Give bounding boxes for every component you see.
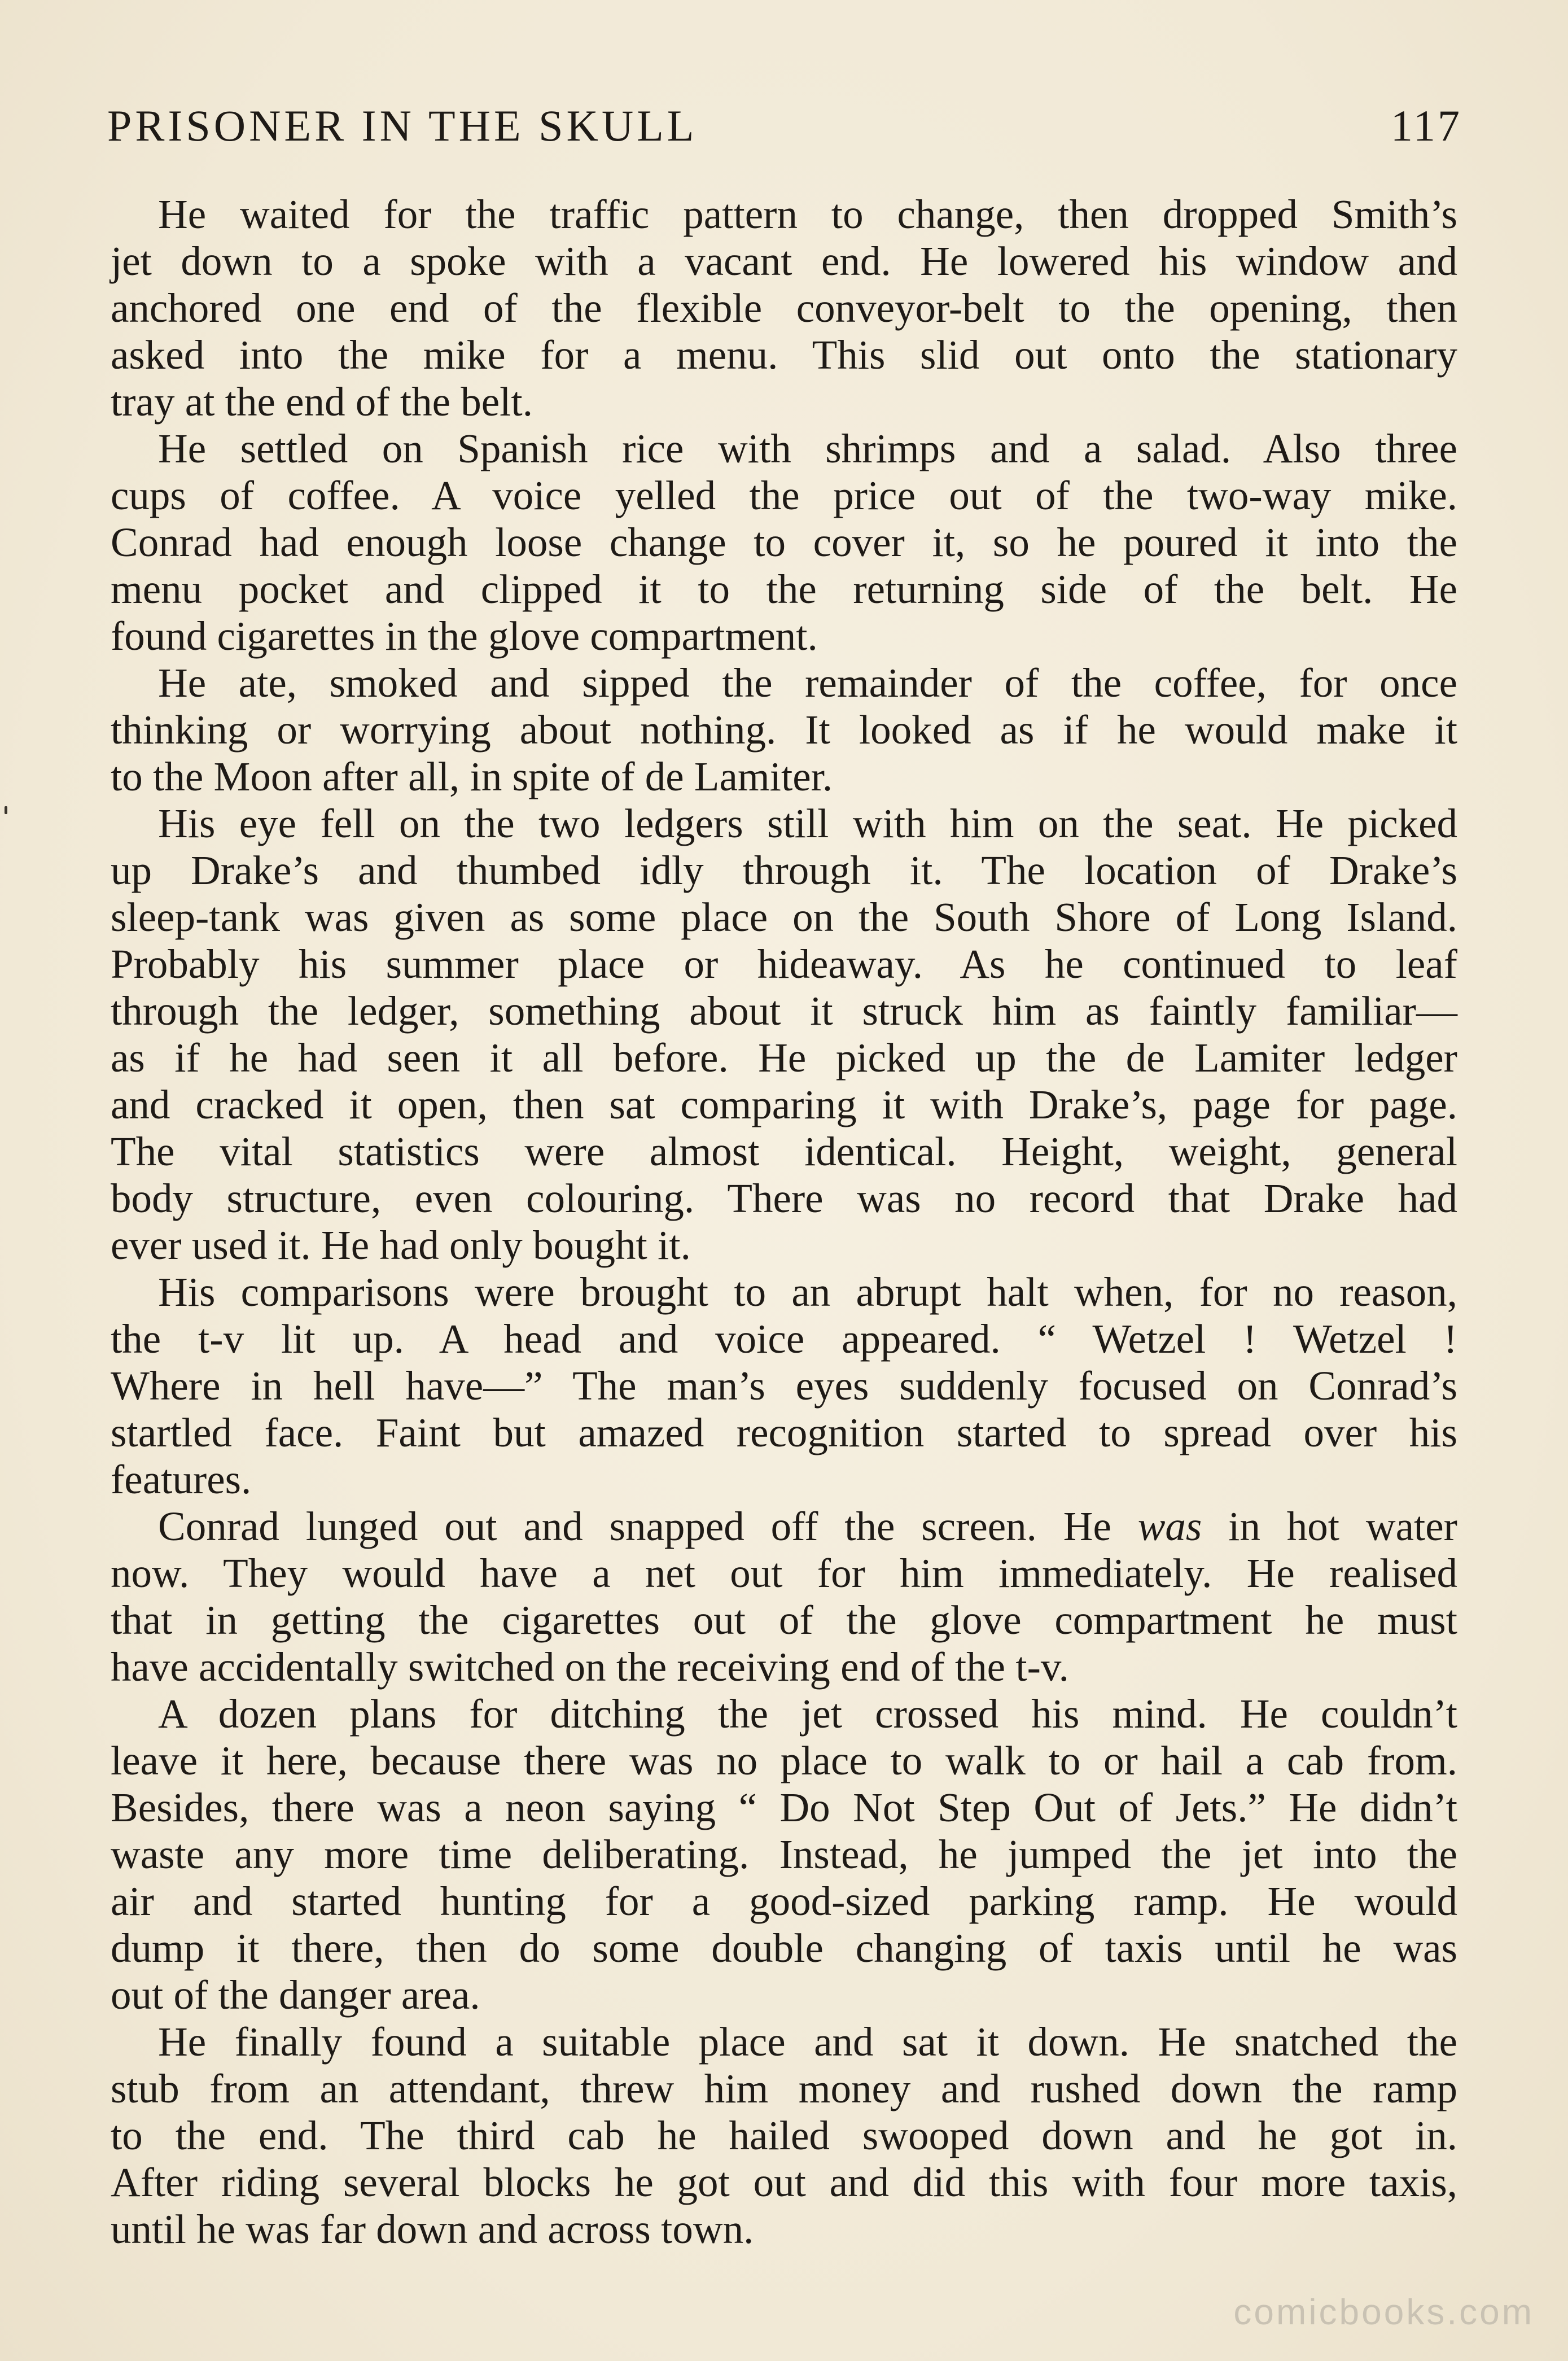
text-line: to the end. The third cab he hailed swooped down and he got in. [111, 2113, 1457, 2158]
paragraph [111, 2018, 1457, 2253]
text-line: jet down to a spoke with a vacant end. He lowered his window and [111, 238, 1457, 284]
text-line: to the Moon after all, in spite of de Lamiter. [111, 754, 833, 799]
text-line: that in getting the cigarettes out of the glove compartment he must [111, 1597, 1457, 1643]
text-line: waste any more time deliberating. Instead, he jumped the jet into the [111, 1831, 1457, 1877]
paragraph [111, 1690, 1457, 2018]
watermark: comicbooks.com [1233, 2292, 1534, 2332]
paragraph [111, 800, 1457, 1269]
text-line: Where in hell have—” The man’s eyes suddenly focused on Conrad’s [111, 1363, 1457, 1409]
text-line: through the ledger, something about it struck him as faintly familiar— [111, 988, 1457, 1034]
text-line: The vital statistics were almost identical. Height, weight, general [111, 1129, 1457, 1174]
text-line: until he was far down and across town. [111, 2206, 754, 2252]
text-line: now. They would have a net out for him immediately. He realised [111, 1550, 1457, 1596]
paragraph [111, 425, 1457, 659]
text-line: Conrad had enough loose change to cover it, so he poured it into the [111, 519, 1457, 565]
text-line: His eye fell on the two ledgers still with him on the seat. He picked [158, 801, 1457, 846]
emphasis: was [1137, 1503, 1202, 1549]
paragraph [111, 191, 1457, 425]
running-head: PRISONER IN THE SKULL [107, 101, 698, 150]
text-line: He ate, smoked and sipped the remainder of the coffee, for once [158, 660, 1457, 706]
text-line: air and started hunting for a good-sized parking ramp. He would [111, 1878, 1457, 1924]
text-line: He finally found a suitable place and sat it down. He snatched the [158, 2019, 1457, 2065]
text-line: Besides, there was a neon saying “ Do Not Step Out of Jets.” He didn’t [111, 1785, 1457, 1830]
text-line: thinking or worrying about nothing. It looked as if he would make it [111, 707, 1457, 753]
text-line: and cracked it open, then sat comparing it with Drake’s, page for page. [111, 1082, 1457, 1127]
text-line: sleep-tank was given as some place on the South Shore of Long Island. [111, 894, 1457, 940]
text-line: cups of coffee. A voice yelled the price out of the two-way mike. [111, 473, 1457, 518]
text-line: stub from an attendant, threw him money and rushed down the ramp [111, 2066, 1457, 2111]
text-line: His comparisons were brought to an abrupt halt when, for no reason, [158, 1269, 1457, 1315]
text-line: the t-v lit up. A head and voice appeared. “ Wetzel ! Wetzel ! [111, 1316, 1457, 1362]
text-line: asked into the mike for a menu. This slid out onto the stationary [111, 332, 1457, 378]
text-line: He settled on Spanish rice with shrimps and a salad. Also three [158, 426, 1457, 471]
paragraph [111, 1269, 1457, 1503]
paragraph [111, 1503, 1457, 1690]
text-line: After riding several blocks he got out and did this with four more taxis, [111, 2159, 1457, 2205]
text-line: found cigarettes in the glove compartment. [111, 613, 818, 659]
text-line: have accidentally switched on the receiving end of the t-v. [111, 1644, 1069, 1690]
text-line: up Drake’s and thumbed idly through it. The location of Drake’s [111, 847, 1457, 893]
text-line: body structure, even colouring. There was no record that Drake had [111, 1175, 1457, 1221]
stray-ink-mark [5, 806, 7, 814]
text-line: as if he had seen it all before. He picked up the de Lamiter ledger [111, 1035, 1457, 1081]
text-line: out of the danger area. [111, 1972, 480, 2018]
text-line: startled face. Faint but amazed recognition started to spread over his [111, 1410, 1457, 1455]
text-line: features. [111, 1457, 252, 1502]
text-line: dump it there, then do some double changing of taxis until he was [111, 1925, 1457, 1971]
paragraph [111, 659, 1457, 800]
page-header [107, 95, 1462, 157]
body-text [111, 191, 1457, 2253]
text-line: He waited for the traffic pattern to change, then dropped Smith’s [158, 191, 1457, 237]
text-line: A dozen plans for ditching the jet crossed his mind. He couldn’t [158, 1691, 1457, 1737]
text-line: Conrad lunged out and snapped off the screen. He was in hot water [158, 1503, 1457, 1549]
text-line: menu pocket and clipped it to the returning side of the belt. He [111, 566, 1457, 612]
text-line: ever used it. He had only bought it. [111, 1222, 691, 1268]
text-line: anchored one end of the flexible conveyor-belt to the opening, then [111, 285, 1457, 331]
text-line: tray at the end of the belt. [111, 379, 533, 425]
text-line: leave it here, because there was no place to walk to or hail a cab from. [111, 1738, 1457, 1783]
text-line: Probably his summer place or hideaway. As he continued to leaf [111, 941, 1457, 987]
page-number: 117 [1390, 101, 1462, 150]
